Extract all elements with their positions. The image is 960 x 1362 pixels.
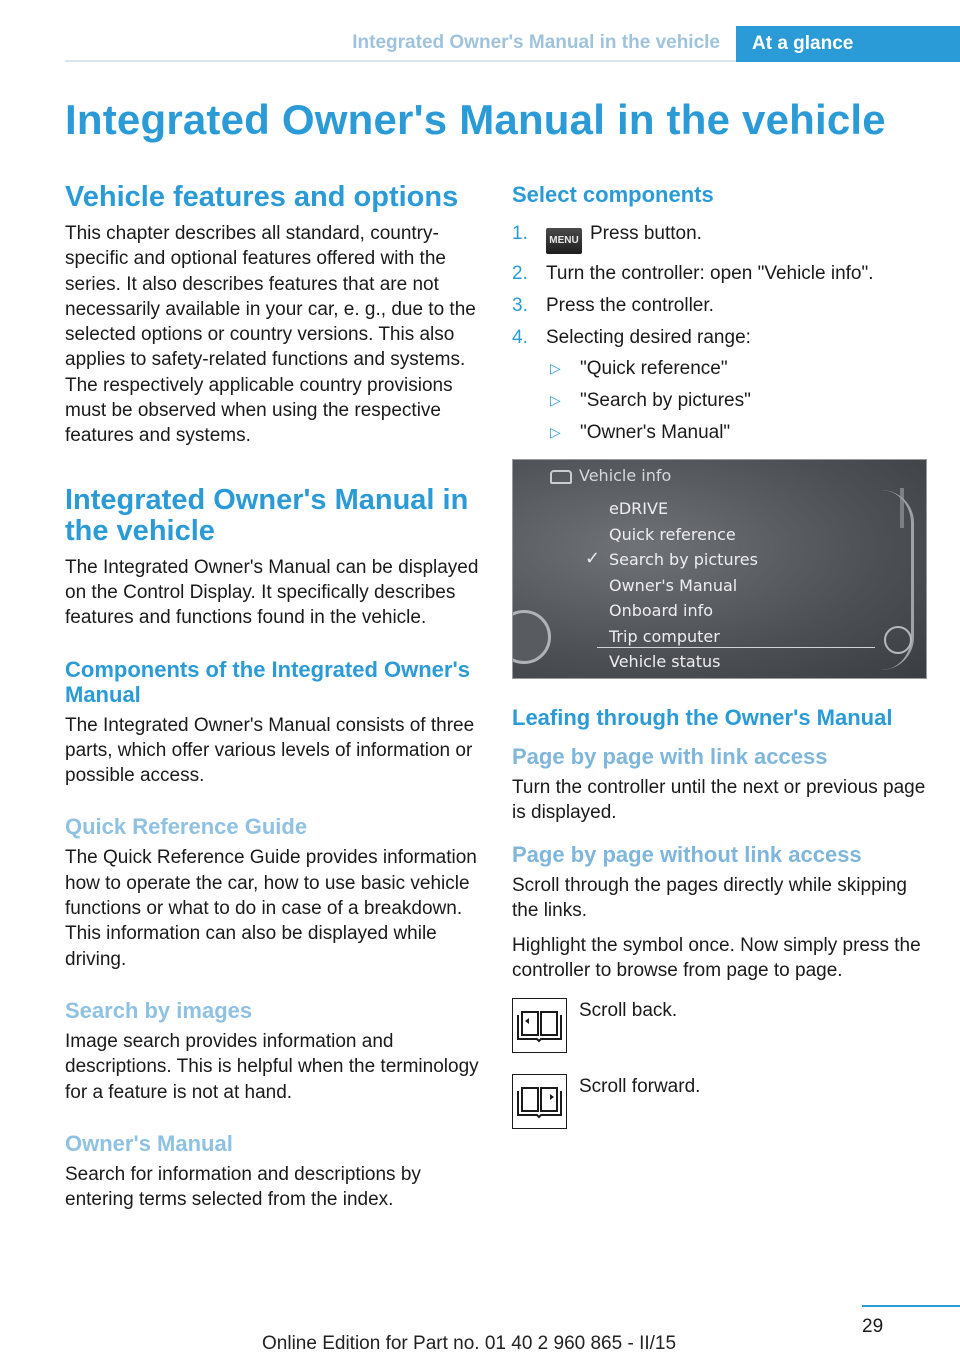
features-heading: Vehicle features and options (65, 181, 459, 213)
scroll-back-text: Scroll back. (579, 999, 678, 1021)
images-heading: Search by images (65, 997, 253, 1023)
range-item (546, 356, 927, 381)
step-text: Press button. (590, 223, 702, 244)
range-item (546, 388, 927, 413)
left-column (65, 182, 480, 1222)
step-item (512, 221, 927, 254)
step-item (512, 261, 927, 286)
range-text: "Search by pictures" (580, 390, 751, 411)
page-number: 29 (862, 1316, 884, 1337)
book-back-icon (512, 998, 567, 1053)
iom-text: The Integrated Owner's Manual can be displayed on the Control Display. It specifically describes features and functions found in the vehicle. (65, 556, 479, 629)
range-item (546, 420, 927, 445)
nolink-text-2: Highlight the symbol once. Now simply press the controller to browse from page to page. (512, 935, 921, 982)
screen-menu-item: Search by pictures (609, 550, 758, 569)
images-text: Image search provides information and descriptions. This is helpful when the terminology for a feature is not at hand. (65, 1030, 479, 1103)
triangle-bullet-icon: ▷ (550, 392, 561, 408)
step-text: Press the controller. (546, 295, 714, 316)
step-item (512, 325, 927, 445)
step-number: 3. (512, 295, 528, 316)
screen-menu-item: Onboard info (609, 601, 714, 620)
right-column (512, 182, 927, 1150)
control-display-screenshot (512, 459, 927, 679)
edition-footer: Online Edition for Part no. 01 40 2 960 865 - II/15 (262, 1333, 677, 1354)
menu-button-icon: MENU (546, 228, 582, 254)
screen-menu-item: eDRIVE (609, 499, 669, 518)
leafing-heading: Leafing through the Owner's Manual (512, 705, 893, 730)
screen-menu-item: Trip computer (609, 626, 720, 646)
scroll-back-row (512, 998, 927, 1074)
om-heading: Owner's Manual (65, 1130, 233, 1156)
header-section-title: Integrated Owner's Manual in the vehicle (352, 32, 720, 53)
range-text: "Quick reference" (580, 358, 728, 379)
car-settings-icon (884, 626, 912, 654)
step-text: Selecting desired range: (546, 327, 751, 348)
running-header (65, 26, 960, 62)
features-text: This chapter describes all standard, country-specific and optional features offered with the series. It also describes features that are not necessarily available in your car, e. g., due to the selected options or country versions. This also applies to safety-related functions and systems. The respectively applicable country provisions must be observed when using the respective features and systems. (65, 223, 476, 447)
select-heading: Select components (512, 182, 714, 207)
step-number: 1. (512, 223, 528, 244)
car-icon (550, 470, 572, 484)
controller-knob-icon (512, 610, 551, 664)
components-text: The Integrated Owner's Manual consists of three parts, which offer various levels of information or possible access. (65, 714, 475, 787)
iom-heading: Integrated Owner's Manual in the vehicle (65, 483, 469, 547)
range-text: "Owner's Manual" (580, 422, 731, 443)
scroll-forward-text: Scroll forward. (579, 1075, 701, 1097)
screen-menu-item: Owner's Manual (609, 575, 738, 595)
link-text: Turn the controller until the next or previous page is displayed. (512, 777, 926, 824)
selection-underline (597, 647, 875, 648)
steps-list (512, 221, 927, 445)
book-forward-icon (512, 1074, 567, 1129)
scroll-forward-row (512, 1074, 927, 1150)
step-item (512, 293, 927, 318)
triangle-bullet-icon: ▷ (550, 360, 561, 376)
qrg-text: The Quick Reference Guide provides information how to operate the car, how to use basic vehicle functions or what to do in case of a breakdown. This information can also be displayed while driving. (65, 847, 477, 970)
om-text: Search for information and descriptions by entering terms selected from the index. (65, 1163, 421, 1211)
screen-menu-item: Quick reference (609, 524, 736, 544)
components-heading: Components of the Integrated Owner's Manual (65, 656, 470, 707)
nolink-text-1: Scroll through the pages directly while skipping the links. (512, 874, 907, 921)
checkmark-icon: ✓ (585, 548, 601, 569)
screen-menu-item: Vehicle status (609, 652, 721, 671)
chapter-tab: At a glance (736, 26, 960, 62)
range-list (546, 356, 927, 445)
step-number: 4. (512, 327, 528, 348)
step-number: 2. (512, 263, 528, 284)
nolink-heading: Page by page without link access (512, 841, 862, 867)
triangle-bullet-icon: ▷ (550, 424, 561, 440)
qrg-heading: Quick Reference Guide (65, 814, 308, 840)
footer-rule (862, 1305, 960, 1307)
page-title: Integrated Owner's Manual in the vehicle (65, 96, 886, 143)
screen-title: Vehicle info (579, 466, 672, 485)
link-heading: Page by page with link access (512, 744, 828, 769)
step-text: Turn the controller: open "Vehicle info". (546, 263, 874, 284)
